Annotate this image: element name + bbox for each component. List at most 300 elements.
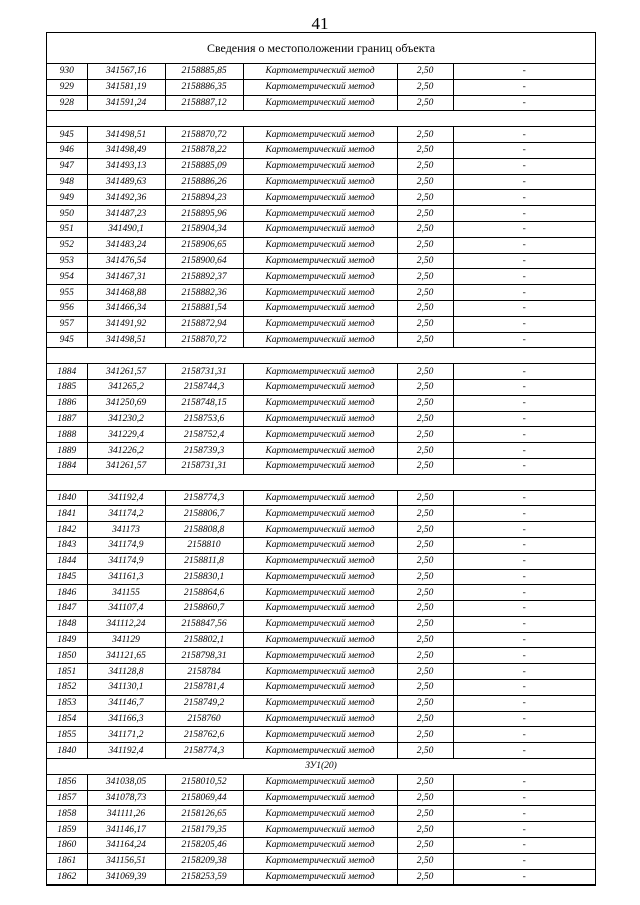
x-coordinate-cell: 341498,51 <box>87 332 165 348</box>
point-number-cell: 1840 <box>47 490 87 506</box>
x-coordinate-cell: 341129 <box>87 632 165 648</box>
accuracy-cell: 2,50 <box>397 316 453 332</box>
description-cell: - <box>453 680 595 696</box>
point-number-cell: 1859 <box>47 822 87 838</box>
point-number-cell: 948 <box>47 174 87 190</box>
method-cell: Картометрический метод <box>243 648 397 664</box>
point-number-cell: 929 <box>47 79 87 95</box>
point-number-cell: 1840 <box>47 743 87 759</box>
y-coordinate-cell: 2158885,09 <box>165 158 243 174</box>
method-cell: Картометрический метод <box>243 695 397 711</box>
description-cell: - <box>453 537 595 553</box>
boundary-table-sheet <box>46 32 596 886</box>
method-cell: Картометрический метод <box>243 585 397 601</box>
table-row <box>47 237 595 253</box>
table-row <box>47 253 595 269</box>
y-coordinate-cell: 2158739,3 <box>165 443 243 459</box>
method-cell: Картометрический метод <box>243 632 397 648</box>
table-row <box>47 64 595 79</box>
point-number-cell: 1846 <box>47 585 87 601</box>
y-coordinate-cell: 2158760 <box>165 711 243 727</box>
page-number: 41 <box>311 14 329 33</box>
table-row <box>47 300 595 316</box>
y-coordinate-cell: 2158886,26 <box>165 174 243 190</box>
point-number-cell: 951 <box>47 221 87 237</box>
point-number-cell: 950 <box>47 206 87 222</box>
table-row <box>47 632 595 648</box>
point-number-cell: 1854 <box>47 711 87 727</box>
x-coordinate-cell: 341491,92 <box>87 316 165 332</box>
spacer-cell <box>47 348 595 364</box>
y-coordinate-cell: 2158864,6 <box>165 585 243 601</box>
description-cell: - <box>453 616 595 632</box>
description-cell: - <box>453 158 595 174</box>
accuracy-cell: 2,50 <box>397 285 453 301</box>
x-coordinate-cell: 341164,24 <box>87 838 165 854</box>
table-row <box>47 269 595 285</box>
method-cell: Картометрический метод <box>243 158 397 174</box>
table-row <box>47 601 595 617</box>
point-number-cell: 1841 <box>47 506 87 522</box>
method-cell: Картометрический метод <box>243 64 397 79</box>
accuracy-cell: 2,50 <box>397 190 453 206</box>
y-coordinate-cell: 2158731,31 <box>165 364 243 380</box>
description-cell: - <box>453 711 595 727</box>
accuracy-cell: 2,50 <box>397 664 453 680</box>
x-coordinate-cell: 341174,2 <box>87 506 165 522</box>
accuracy-cell: 2,50 <box>397 711 453 727</box>
description-cell: - <box>453 364 595 380</box>
accuracy-cell: 2,50 <box>397 806 453 822</box>
table-body <box>47 64 595 885</box>
description-cell: - <box>453 869 595 885</box>
point-number-cell: 1858 <box>47 806 87 822</box>
description-cell: - <box>453 774 595 790</box>
x-coordinate-cell: 341229,4 <box>87 427 165 443</box>
method-cell: Картометрический метод <box>243 822 397 838</box>
x-coordinate-cell: 341498,49 <box>87 142 165 158</box>
description-cell: - <box>453 269 595 285</box>
x-coordinate-cell: 341192,4 <box>87 743 165 759</box>
method-cell: Картометрический метод <box>243 853 397 869</box>
table-row <box>47 158 595 174</box>
y-coordinate-cell: 2158810 <box>165 537 243 553</box>
accuracy-cell: 2,50 <box>397 64 453 79</box>
y-coordinate-cell: 2158752,4 <box>165 427 243 443</box>
x-coordinate-cell: 341146,17 <box>87 822 165 838</box>
point-number-cell: 1857 <box>47 790 87 806</box>
method-cell: Картометрический метод <box>243 174 397 190</box>
accuracy-cell: 2,50 <box>397 537 453 553</box>
y-coordinate-cell: 2158774,3 <box>165 490 243 506</box>
x-coordinate-cell: 341265,2 <box>87 379 165 395</box>
description-cell: - <box>453 427 595 443</box>
y-coordinate-cell: 2158753,6 <box>165 411 243 427</box>
y-coordinate-cell: 2158784 <box>165 664 243 680</box>
description-cell: - <box>453 332 595 348</box>
method-cell: Картометрический метод <box>243 838 397 854</box>
y-coordinate-cell: 2158886,35 <box>165 79 243 95</box>
description-cell: - <box>453 632 595 648</box>
table-row <box>47 458 595 474</box>
description-cell: - <box>453 316 595 332</box>
accuracy-cell: 2,50 <box>397 838 453 854</box>
x-coordinate-cell: 341261,57 <box>87 364 165 380</box>
description-cell: - <box>453 253 595 269</box>
point-number-cell: 954 <box>47 269 87 285</box>
x-coordinate-cell: 341112,24 <box>87 616 165 632</box>
description-cell: - <box>453 838 595 854</box>
accuracy-cell: 2,50 <box>397 601 453 617</box>
point-number-cell: 1856 <box>47 774 87 790</box>
method-cell: Картометрический метод <box>243 443 397 459</box>
point-number-cell: 1862 <box>47 869 87 885</box>
point-number-cell: 1845 <box>47 569 87 585</box>
accuracy-cell: 2,50 <box>397 332 453 348</box>
point-number-cell: 1842 <box>47 522 87 538</box>
method-cell: Картометрический метод <box>243 727 397 743</box>
y-coordinate-cell: 2158830,1 <box>165 569 243 585</box>
point-number-cell: 1887 <box>47 411 87 427</box>
y-coordinate-cell: 2158881,54 <box>165 300 243 316</box>
accuracy-cell: 2,50 <box>397 680 453 696</box>
accuracy-cell: 2,50 <box>397 553 453 569</box>
table-row <box>47 680 595 696</box>
y-coordinate-cell: 2158892,37 <box>165 269 243 285</box>
x-coordinate-cell: 341498,51 <box>87 127 165 143</box>
x-coordinate-cell: 341173 <box>87 522 165 538</box>
accuracy-cell: 2,50 <box>397 127 453 143</box>
x-coordinate-cell: 341492,36 <box>87 190 165 206</box>
accuracy-cell: 2,50 <box>397 411 453 427</box>
y-coordinate-cell: 2158870,72 <box>165 332 243 348</box>
point-number-cell: 1886 <box>47 395 87 411</box>
accuracy-cell: 2,50 <box>397 727 453 743</box>
x-coordinate-cell: 341171,2 <box>87 727 165 743</box>
point-number-cell: 1860 <box>47 838 87 854</box>
description-cell: - <box>453 569 595 585</box>
x-coordinate-cell: 341489,63 <box>87 174 165 190</box>
table-row <box>47 490 595 506</box>
method-cell: Картометрический метод <box>243 142 397 158</box>
description-cell: - <box>453 190 595 206</box>
method-cell: Картометрический метод <box>243 427 397 443</box>
accuracy-cell: 2,50 <box>397 253 453 269</box>
x-coordinate-cell: 341476,54 <box>87 253 165 269</box>
accuracy-cell: 2,50 <box>397 364 453 380</box>
y-coordinate-cell: 2158904,34 <box>165 221 243 237</box>
spacer-row <box>47 348 595 364</box>
point-number-cell: 952 <box>47 237 87 253</box>
y-coordinate-cell: 2158806,7 <box>165 506 243 522</box>
accuracy-cell: 2,50 <box>397 206 453 222</box>
x-coordinate-cell: 341250,69 <box>87 395 165 411</box>
x-coordinate-cell: 341155 <box>87 585 165 601</box>
y-coordinate-cell: 2158731,31 <box>165 458 243 474</box>
table-row <box>47 537 595 553</box>
y-coordinate-cell: 2158209,38 <box>165 853 243 869</box>
description-cell: - <box>453 285 595 301</box>
accuracy-cell: 2,50 <box>397 822 453 838</box>
accuracy-cell: 2,50 <box>397 790 453 806</box>
table-row <box>47 190 595 206</box>
y-coordinate-cell: 2158847,56 <box>165 616 243 632</box>
point-number-cell: 945 <box>47 127 87 143</box>
accuracy-cell: 2,50 <box>397 743 453 759</box>
table-row <box>47 316 595 332</box>
table-row <box>47 727 595 743</box>
table-row <box>47 838 595 854</box>
table-row <box>47 822 595 838</box>
y-coordinate-cell: 2158906,65 <box>165 237 243 253</box>
accuracy-cell: 2,50 <box>397 158 453 174</box>
point-number-cell: 928 <box>47 95 87 111</box>
description-cell: - <box>453 411 595 427</box>
accuracy-cell: 2,50 <box>397 585 453 601</box>
spacer-row <box>47 111 595 127</box>
y-coordinate-cell: 2158878,22 <box>165 142 243 158</box>
spacer-cell <box>47 474 595 490</box>
point-number-cell: 1853 <box>47 695 87 711</box>
x-coordinate-cell: 341121,65 <box>87 648 165 664</box>
x-coordinate-cell: 341166,3 <box>87 711 165 727</box>
table-row <box>47 142 595 158</box>
table-row <box>47 553 595 569</box>
accuracy-cell: 2,50 <box>397 632 453 648</box>
table-row <box>47 790 595 806</box>
point-number-cell: 930 <box>47 64 87 79</box>
accuracy-cell: 2,50 <box>397 221 453 237</box>
point-number-cell: 1888 <box>47 427 87 443</box>
accuracy-cell: 2,50 <box>397 648 453 664</box>
method-cell: Картометрический метод <box>243 537 397 553</box>
method-cell: Картометрический метод <box>243 379 397 395</box>
method-cell: Картометрический метод <box>243 711 397 727</box>
method-cell: Картометрический метод <box>243 206 397 222</box>
table-row <box>47 364 595 380</box>
description-cell: - <box>453 221 595 237</box>
accuracy-cell: 2,50 <box>397 458 453 474</box>
point-number-cell: 1885 <box>47 379 87 395</box>
x-coordinate-cell: 341111,26 <box>87 806 165 822</box>
method-cell: Картометрический метод <box>243 300 397 316</box>
method-cell: Картометрический метод <box>243 364 397 380</box>
table-row <box>47 395 595 411</box>
description-cell: - <box>453 506 595 522</box>
accuracy-cell: 2,50 <box>397 395 453 411</box>
point-number-cell: 957 <box>47 316 87 332</box>
point-number-cell: 949 <box>47 190 87 206</box>
method-cell: Картометрический метод <box>243 395 397 411</box>
point-number-cell: 945 <box>47 332 87 348</box>
method-cell: Картометрический метод <box>243 458 397 474</box>
table-row <box>47 743 595 759</box>
table-row <box>47 79 595 95</box>
method-cell: Картометрический метод <box>243 221 397 237</box>
y-coordinate-cell: 2158887,12 <box>165 95 243 111</box>
accuracy-cell: 2,50 <box>397 237 453 253</box>
accuracy-cell: 2,50 <box>397 174 453 190</box>
point-number-cell: 947 <box>47 158 87 174</box>
accuracy-cell: 2,50 <box>397 522 453 538</box>
description-cell: - <box>453 806 595 822</box>
method-cell: Картометрический метод <box>243 490 397 506</box>
boundary-points-table <box>47 64 595 885</box>
x-coordinate-cell: 341192,4 <box>87 490 165 506</box>
y-coordinate-cell: 2158744,3 <box>165 379 243 395</box>
y-coordinate-cell: 2158872,94 <box>165 316 243 332</box>
table-row <box>47 332 595 348</box>
section-label: ЗУ1(20) <box>47 759 595 775</box>
method-cell: Картометрический метод <box>243 869 397 885</box>
table-row <box>47 427 595 443</box>
description-cell: - <box>453 395 595 411</box>
table-heading: Сведения о местоположении границ объекта <box>47 33 595 64</box>
method-cell: Картометрический метод <box>243 506 397 522</box>
method-cell: Картометрический метод <box>243 743 397 759</box>
method-cell: Картометрический метод <box>243 127 397 143</box>
y-coordinate-cell: 2158808,8 <box>165 522 243 538</box>
point-number-cell: 1855 <box>47 727 87 743</box>
method-cell: Картометрический метод <box>243 285 397 301</box>
method-cell: Картометрический метод <box>243 79 397 95</box>
x-coordinate-cell: 341591,24 <box>87 95 165 111</box>
x-coordinate-cell: 341261,57 <box>87 458 165 474</box>
y-coordinate-cell: 2158882,36 <box>165 285 243 301</box>
x-coordinate-cell: 341230,2 <box>87 411 165 427</box>
x-coordinate-cell: 341130,1 <box>87 680 165 696</box>
point-number-cell: 1843 <box>47 537 87 553</box>
accuracy-cell: 2,50 <box>397 853 453 869</box>
description-cell: - <box>453 727 595 743</box>
point-number-cell: 1844 <box>47 553 87 569</box>
accuracy-cell: 2,50 <box>397 695 453 711</box>
point-number-cell: 953 <box>47 253 87 269</box>
y-coordinate-cell: 2158885,85 <box>165 64 243 79</box>
accuracy-cell: 2,50 <box>397 774 453 790</box>
table-row <box>47 664 595 680</box>
description-cell: - <box>453 237 595 253</box>
point-number-cell: 946 <box>47 142 87 158</box>
x-coordinate-cell: 341468,88 <box>87 285 165 301</box>
spacer-row <box>47 474 595 490</box>
x-coordinate-cell: 341156,51 <box>87 853 165 869</box>
table-row <box>47 774 595 790</box>
description-cell: - <box>453 174 595 190</box>
accuracy-cell: 2,50 <box>397 79 453 95</box>
x-coordinate-cell: 341493,13 <box>87 158 165 174</box>
method-cell: Картометрический метод <box>243 774 397 790</box>
table-row <box>47 869 595 885</box>
method-cell: Картометрический метод <box>243 806 397 822</box>
description-cell: - <box>453 522 595 538</box>
method-cell: Картометрический метод <box>243 316 397 332</box>
point-number-cell: 1852 <box>47 680 87 696</box>
description-cell: - <box>453 853 595 869</box>
description-cell: - <box>453 142 595 158</box>
description-cell: - <box>453 490 595 506</box>
y-coordinate-cell: 2158802,1 <box>165 632 243 648</box>
description-cell: - <box>453 127 595 143</box>
table-row <box>47 127 595 143</box>
point-number-cell: 1889 <box>47 443 87 459</box>
x-coordinate-cell: 341487,23 <box>87 206 165 222</box>
accuracy-cell: 2,50 <box>397 490 453 506</box>
x-coordinate-cell: 341128,8 <box>87 664 165 680</box>
description-cell: - <box>453 300 595 316</box>
x-coordinate-cell: 341490,1 <box>87 221 165 237</box>
point-number-cell: 1861 <box>47 853 87 869</box>
accuracy-cell: 2,50 <box>397 142 453 158</box>
description-cell: - <box>453 743 595 759</box>
table-row <box>47 522 595 538</box>
x-coordinate-cell: 341078,73 <box>87 790 165 806</box>
y-coordinate-cell: 2158774,3 <box>165 743 243 759</box>
point-number-cell: 956 <box>47 300 87 316</box>
point-number-cell: 1850 <box>47 648 87 664</box>
method-cell: Картометрический метод <box>243 190 397 206</box>
table-row <box>47 648 595 664</box>
table-row <box>47 221 595 237</box>
y-coordinate-cell: 2158798,31 <box>165 648 243 664</box>
table-row <box>47 853 595 869</box>
x-coordinate-cell: 341161,3 <box>87 569 165 585</box>
description-cell: - <box>453 95 595 111</box>
x-coordinate-cell: 341174,9 <box>87 537 165 553</box>
method-cell: Картометрический метод <box>243 253 397 269</box>
table-row <box>47 585 595 601</box>
accuracy-cell: 2,50 <box>397 506 453 522</box>
y-coordinate-cell: 2158900,64 <box>165 253 243 269</box>
y-coordinate-cell: 2158010,52 <box>165 774 243 790</box>
description-cell: - <box>453 695 595 711</box>
method-cell: Картометрический метод <box>243 269 397 285</box>
y-coordinate-cell: 2158895,96 <box>165 206 243 222</box>
y-coordinate-cell: 2158748,15 <box>165 395 243 411</box>
spacer-cell <box>47 111 595 127</box>
y-coordinate-cell: 2158870,72 <box>165 127 243 143</box>
description-cell: - <box>453 790 595 806</box>
table-row <box>47 711 595 727</box>
description-cell: - <box>453 379 595 395</box>
x-coordinate-cell: 341567,16 <box>87 64 165 79</box>
method-cell: Картометрический метод <box>243 601 397 617</box>
x-coordinate-cell: 341038,05 <box>87 774 165 790</box>
table-row <box>47 443 595 459</box>
y-coordinate-cell: 2158069,44 <box>165 790 243 806</box>
y-coordinate-cell: 2158894,23 <box>165 190 243 206</box>
table-row <box>47 569 595 585</box>
accuracy-cell: 2,50 <box>397 427 453 443</box>
accuracy-cell: 2,50 <box>397 95 453 111</box>
table-row <box>47 695 595 711</box>
accuracy-cell: 2,50 <box>397 269 453 285</box>
x-coordinate-cell: 341483,24 <box>87 237 165 253</box>
point-number-cell: 1849 <box>47 632 87 648</box>
x-coordinate-cell: 341466,34 <box>87 300 165 316</box>
point-number-cell: 1851 <box>47 664 87 680</box>
method-cell: Картометрический метод <box>243 553 397 569</box>
table-row <box>47 506 595 522</box>
x-coordinate-cell: 341226,2 <box>87 443 165 459</box>
method-cell: Картометрический метод <box>243 522 397 538</box>
method-cell: Картометрический метод <box>243 332 397 348</box>
y-coordinate-cell: 2158749,2 <box>165 695 243 711</box>
point-number-cell: 955 <box>47 285 87 301</box>
description-cell: - <box>453 443 595 459</box>
description-cell: - <box>453 664 595 680</box>
description-cell: - <box>453 585 595 601</box>
